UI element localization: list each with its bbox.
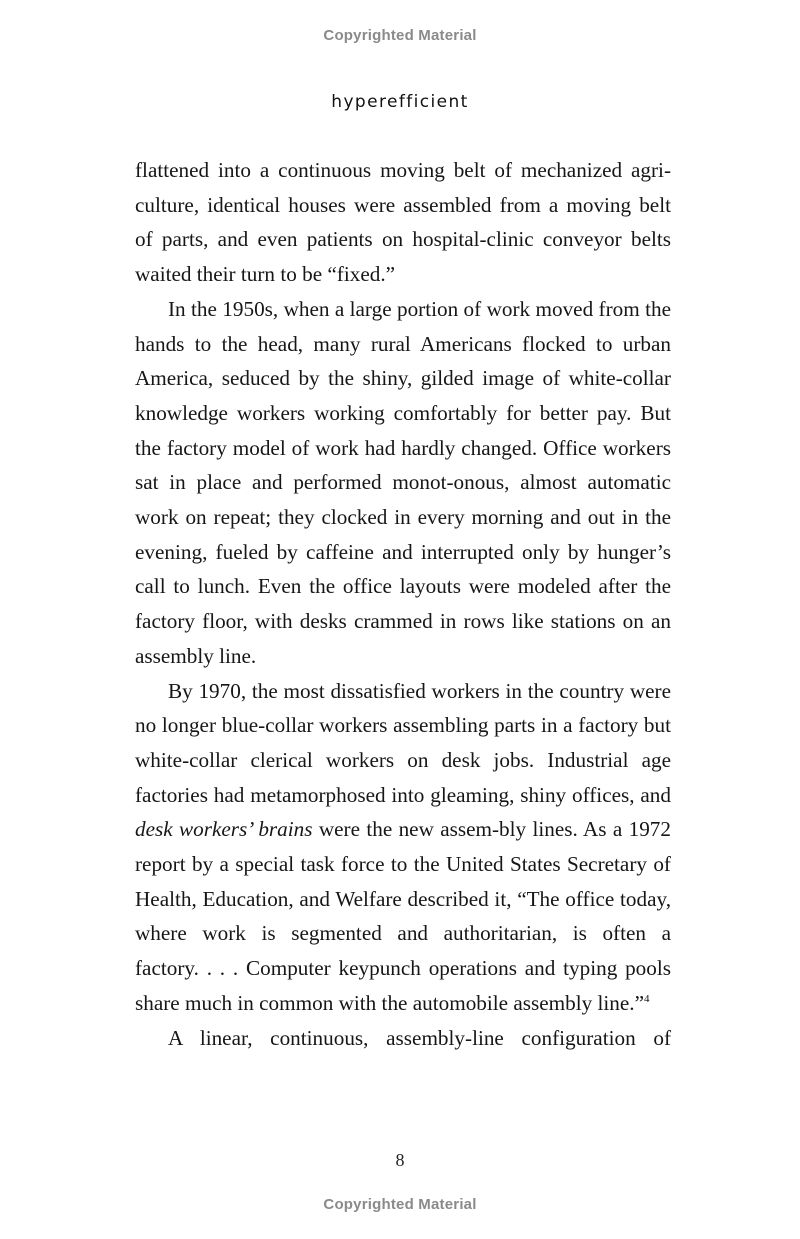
paragraph-1: flattened into a continuous moving belt of mechanized agri-culture, identical houses were assembled from a moving belt of parts, and even patients on hospital-clinic conveyor belts waited their turn to be “fixed.” — [135, 158, 671, 287]
copyright-watermark-top: Copyrighted Material — [323, 27, 477, 44]
paragraph-3 — [135, 674, 671, 1021]
paragraph-4: A linear, continuous, assembly-line configuration of — [168, 1025, 671, 1050]
copyright-watermark-bottom: Copyrighted Material — [323, 1196, 477, 1213]
body-text — [135, 153, 671, 1055]
paragraph-3-text-after: were the new assem-bly lines. As a 1972 report by a special task force to the United States Secretary of Health, Education, and Welfare described it, “The office today, where work is segmented and authoritarian, is often a factory. . . . Computer keypunch operations and typing pools share much in common with the automobile assembly line.” — [135, 817, 671, 1015]
paragraph-2: In the 1950s, when a large portion of work moved from the hands to the head, many rural Americans flocked to urban America, seduced by the shiny, gilded image of white-collar knowledge workers working comfortably for better pay. But the factory model of work had hardly changed. Office workers sat in place and performed monot-onous, almost automatic work on repeat; they clocked in every morning and out in the evening, fueled by caffeine and interrupted only by hunger’s call to lunch. Even the office layouts were modeled after the factory floor, with desks crammed in rows like stations on an assembly line. — [135, 296, 671, 668]
page-number: 8 — [395, 1150, 405, 1170]
paragraph-3-text-before: By 1970, the most dissatisfied workers in the country were no longer blue-collar workers assembling parts in a factory but white-collar clerical workers on desk jobs. Industrial age factories had metamorphosed into gleaming, shiny offices, and — [135, 678, 671, 807]
emphasis-desk-workers-brains: desk workers’ brains — [135, 817, 313, 842]
running-head: hyperefficient — [331, 92, 469, 112]
footnote-reference[interactable]: 4 — [643, 992, 650, 1005]
